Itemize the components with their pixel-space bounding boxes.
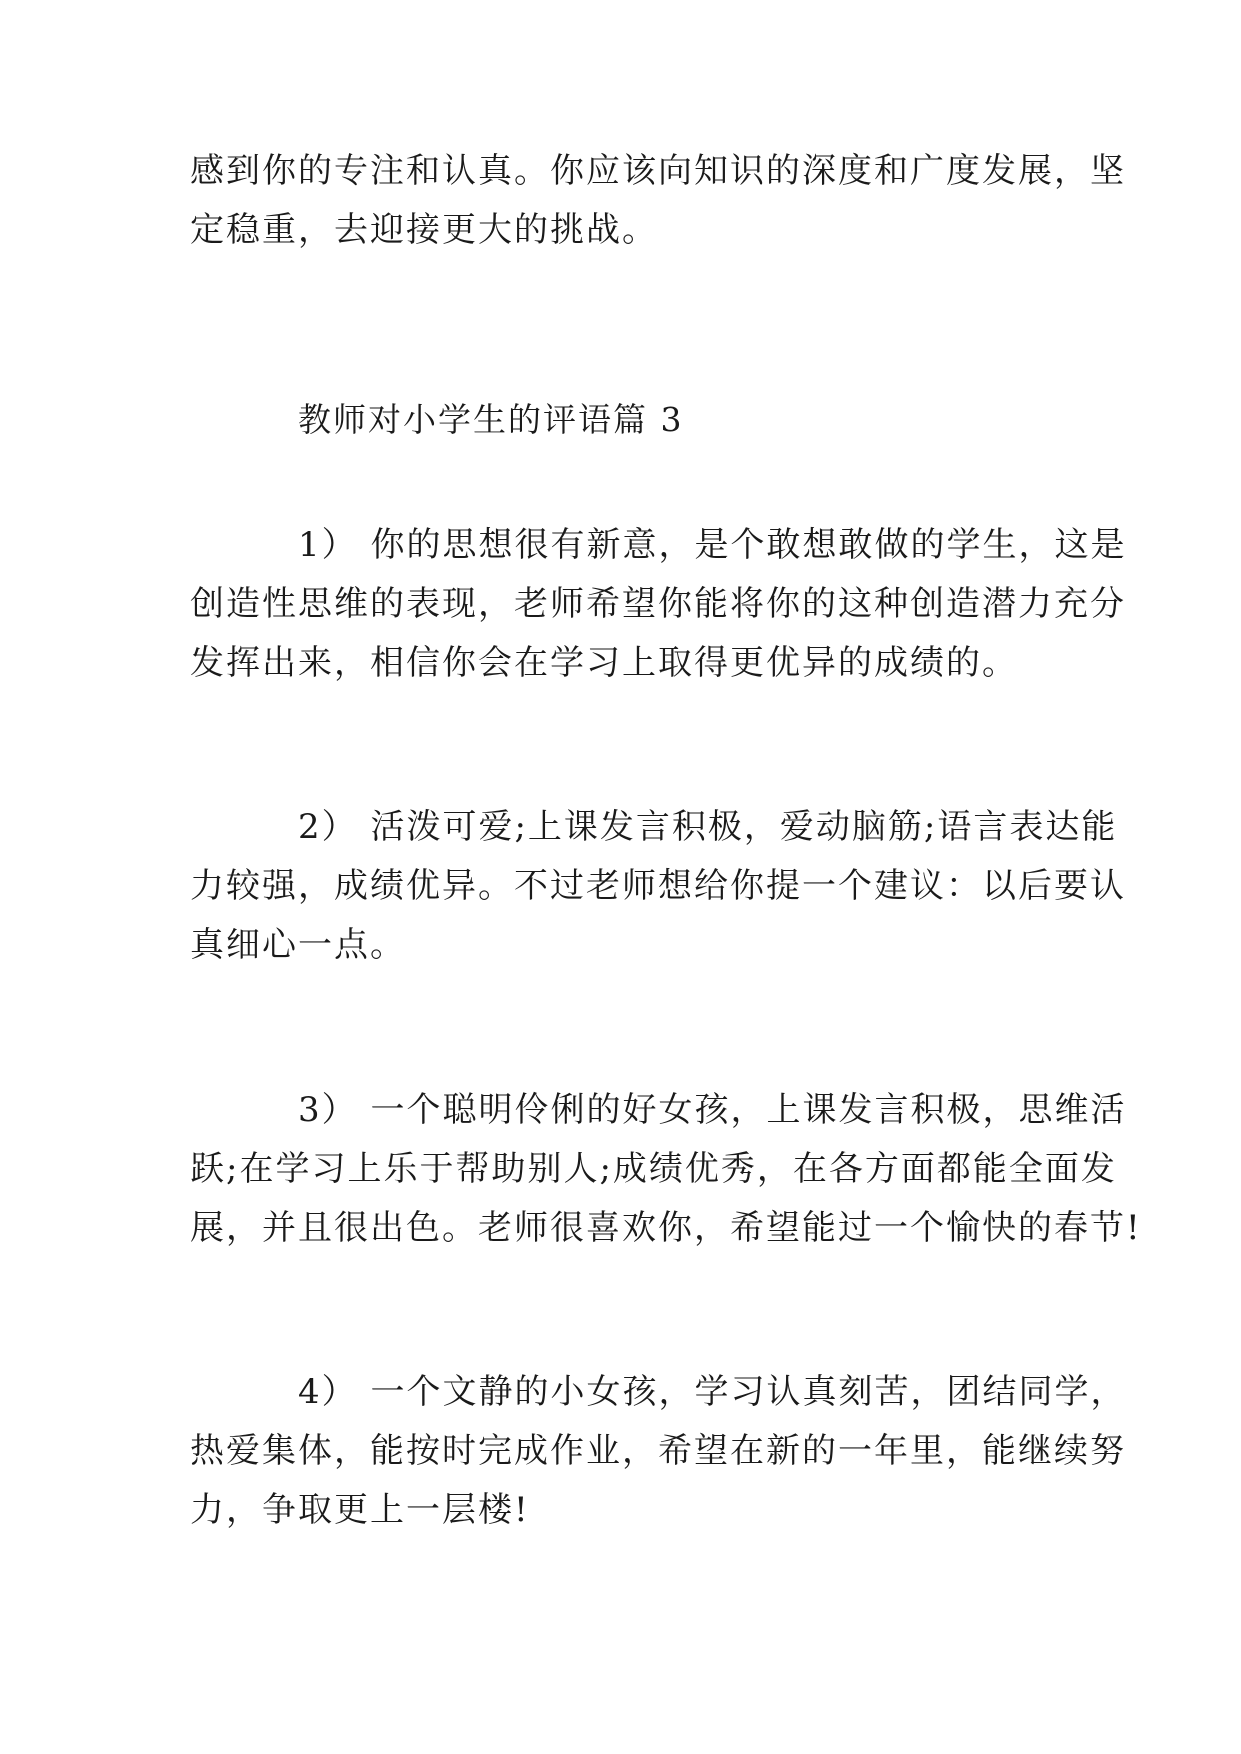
- paragraph-line: 力较强，成绩优异。不过老师想给你提一个建议：以后要认: [190, 866, 1126, 906]
- comment-item-1: [190, 516, 1127, 693]
- paragraph-line: 力，争取更上一层楼!: [190, 1490, 530, 1530]
- paragraph-line: 热爱集体，能按时完成作业，希望在新的一年里，能继续努: [190, 1431, 1126, 1471]
- paragraph-line: 2） 活泼可爱;上课发言积极，爱动脑筋;语言表达能: [298, 807, 1118, 847]
- paragraph-line: 跃;在学习上乐于帮助别人;成绩优秀，在各方面都能全面发: [190, 1149, 1117, 1189]
- paragraph-line: 4） 一个文静的小女孩，学习认真刻苦，团结同学，: [298, 1372, 1127, 1412]
- paragraph-line: 展，并且很出色。老师很喜欢你，希望能过一个愉快的春节!: [190, 1208, 1142, 1248]
- comment-item-3: [190, 1081, 1142, 1258]
- intro-paragraph: [190, 142, 1126, 260]
- paragraph-line: 创造性思维的表现，老师希望你能将你的这种创造潜力充分: [190, 584, 1126, 624]
- section-heading: 教师对小学生的评语篇 3: [298, 400, 684, 439]
- comment-item-4: [190, 1363, 1127, 1540]
- paragraph-line: 定稳重，去迎接更大的挑战。: [190, 210, 658, 250]
- paragraph-line: 3） 一个聪明伶俐的好女孩，上课发言积极，思维活: [298, 1090, 1127, 1130]
- paragraph-line: 发挥出来，相信你会在学习上取得更优异的成绩的。: [190, 643, 1018, 683]
- paragraph-line: 1） 你的思想很有新意，是个敢想敢做的学生，这是: [298, 525, 1127, 565]
- paragraph-line: 感到你的专注和认真。你应该向知识的深度和广度发展，坚: [190, 151, 1126, 191]
- paragraph-line: 真细心一点。: [190, 925, 406, 965]
- comment-item-2: [190, 798, 1126, 975]
